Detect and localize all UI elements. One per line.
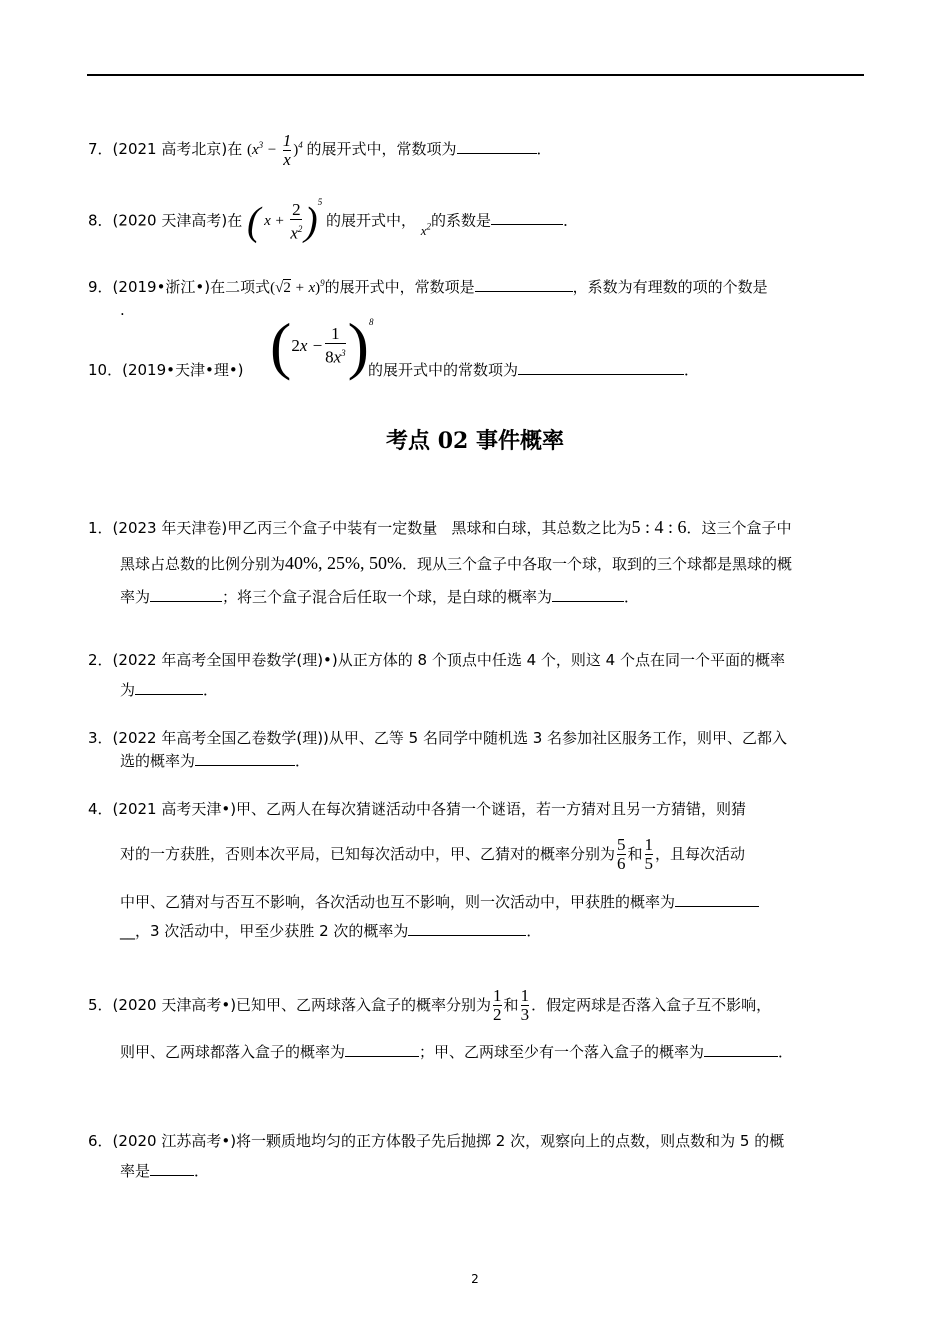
answer-blank: [491, 210, 563, 225]
numerator: 1: [520, 985, 530, 1005]
question-text: 的展开式中，常数项为: [306, 139, 457, 158]
answer-blank-2: [704, 1042, 778, 1057]
answer-blank: [135, 680, 203, 695]
text: 率为: [120, 588, 151, 606]
numerator: 1: [644, 834, 654, 854]
question-9: [88, 273, 768, 298]
question-text: (2022 年高考全国乙卷数学(理))从甲、乙等 5 名同学中随机选 3 名参加社区服务工作，则甲、乙都入: [112, 729, 788, 747]
question-source: (2021 高考北京)在: [112, 139, 243, 158]
text: 率是: [120, 1162, 151, 1180]
text: 选的概率为: [120, 752, 196, 770]
problem-3: [88, 728, 787, 748]
header-rule: [87, 74, 864, 76]
percents: 40%, 25%, 50%: [285, 553, 402, 573]
text: 为: [120, 681, 136, 699]
text: 黑球占总数的比例分别为: [120, 555, 286, 573]
fraction-1-3: [521, 987, 530, 1024]
formula: ( x + $\frac{2}{x^2}$ )$^5$: [246, 197, 323, 244]
question-9-line2: .: [120, 301, 125, 319]
text: 中甲、乙猜对与否互不影响，各次活动也互不影响，则一次活动中，甲获胜的概率为: [120, 893, 676, 911]
question-text: (2020 江苏高考•)将一颗质地均匀的正方体骰子先后抛掷 2 次，观察向上的点数，则点数和为 5 的概: [112, 1132, 785, 1150]
denominator: 6: [617, 853, 626, 873]
question-8: [88, 198, 578, 246]
question-number: 4．: [88, 800, 113, 818]
answer-blank: [150, 1161, 194, 1176]
question-10: [88, 360, 244, 380]
problem-4-line2: [120, 832, 745, 876]
formula: $(√2 + x)^9$: [270, 278, 325, 296]
question-text-2: ，系数为有理数的项的个数是: [572, 278, 768, 296]
problem-5-line2: [120, 1042, 793, 1062]
question-end: ．: [563, 211, 579, 230]
question-source: (2019•浙江•)在二项式: [112, 278, 271, 296]
text: 则甲、乙两球都落入盒子的概率为: [120, 1043, 346, 1061]
text: __，3 次活动中，甲至少获胜 2 次的概率为: [120, 922, 409, 940]
problem-6: [88, 1131, 784, 1151]
answer-blank-1: [345, 1042, 419, 1057]
denominator: 2: [493, 1004, 502, 1024]
question-text: 的展开式中，常数项是: [324, 278, 475, 296]
ratio: 5 : 4 : 6: [631, 517, 687, 537]
question-number: 10．: [88, 361, 123, 379]
question-end: ．: [624, 588, 640, 606]
denominator: 3: [520, 1004, 530, 1024]
question-text-2: ．这三个盒子中: [686, 519, 792, 537]
question-end: ．: [526, 922, 542, 940]
answer-blank-1: [675, 892, 759, 907]
problem-1-line3: [120, 587, 639, 607]
question-text: 的展开式中，: [325, 211, 416, 230]
formula-10: ( 2x − $\frac{1}{8x^3}$ ) $^8$: [270, 310, 374, 381]
problem-1: [88, 517, 792, 538]
question-end: ．: [778, 1043, 794, 1061]
problem-1-line2: [120, 553, 792, 574]
problem-5: [88, 983, 771, 1027]
text-and: 和: [627, 845, 643, 863]
problem-2: [88, 650, 785, 670]
question-number: 9．: [88, 278, 113, 296]
question-text: (2020 天津高考•)已知甲、乙两球落入盒子的概率分别为: [112, 996, 492, 1014]
question-number: 6．: [88, 1132, 113, 1150]
text: 对的一方获胜，否则本次平局，已知每次活动中，甲、乙猜对的概率分别为: [120, 845, 616, 863]
question-number: 7．: [88, 139, 113, 158]
answer-blank-1: [475, 277, 573, 292]
answer-blank-1: [150, 587, 222, 602]
problem-4-line3: [120, 892, 759, 912]
question-end: ．: [194, 1162, 210, 1180]
section-title: 考点 02 事件概率: [386, 428, 564, 454]
problem-6-line2: [120, 1161, 209, 1181]
question-source: (2023 年天津卷)甲乙丙三个盒子中装有一定数量: [112, 519, 438, 537]
question-10-text: [368, 360, 699, 380]
question-source: (2020 天津高考)在: [112, 211, 243, 230]
answer-blank: [195, 751, 295, 766]
question-number: 8．: [88, 211, 113, 230]
fraction-1-2: [493, 987, 502, 1024]
fraction-1-5: [645, 836, 654, 873]
problem-3-line2: [120, 751, 310, 771]
question-end: ．: [684, 361, 700, 379]
text-2: ．现从三个盒子中各取一个球，取到的三个球都是黑球的概: [402, 555, 793, 573]
numerator: 5: [617, 834, 626, 854]
denominator: 5: [644, 853, 654, 873]
question-end: ．: [295, 752, 311, 770]
answer-blank-2: [552, 587, 624, 602]
term-x2: $x^2$: [420, 222, 432, 239]
question-end: ．: [536, 139, 552, 158]
answer-blank: [457, 139, 537, 154]
question-text: (2022 年高考全国甲卷数学(理)•)从正方体的 8 个顶点中任选 4 个，则这 4 个点在同一个平面的概率: [112, 651, 785, 669]
text-2: ；甲、乙两球至少有一个落入盒子的概率为: [419, 1043, 705, 1061]
problem-2-line2: [120, 680, 218, 700]
problem-4-line4: [120, 921, 541, 941]
text-2: ．假定两球是否落入盒子互不影响，: [531, 996, 772, 1014]
question-number: 1．: [88, 519, 113, 537]
question-end: ．: [203, 681, 219, 699]
answer-blank-2: [408, 921, 526, 936]
question-number: 2．: [88, 651, 113, 669]
answer-blank: [518, 360, 684, 375]
question-text: 的展开式中的常数项为: [368, 361, 519, 379]
question-source: (2019•天津•理•): [122, 361, 244, 379]
text-and: 和: [503, 996, 519, 1014]
problem-4: [88, 799, 746, 819]
question-number: 3．: [88, 729, 113, 747]
question-7: [88, 132, 552, 169]
question-number: 5．: [88, 996, 113, 1014]
numerator: 1: [493, 985, 502, 1005]
text-2: ；将三个盒子混合后任取一个球，是白球的概率为: [222, 588, 553, 606]
page-number: 2: [471, 1272, 479, 1286]
question-text-2: 的系数是: [431, 211, 492, 230]
question-text: (2021 高考天津•)甲、乙两人在每次猜谜活动中各猜一个谜语，若一方猜对且另一方猜错，则猜: [112, 800, 747, 818]
fraction-5-6: [617, 836, 626, 873]
question-text: 黑球和白球，其总数之比为: [451, 519, 632, 537]
text-2: ，且每次活动: [655, 845, 746, 863]
formula: ($x^3$ − $\frac{1}{x}$ )$^4$: [246, 131, 303, 169]
